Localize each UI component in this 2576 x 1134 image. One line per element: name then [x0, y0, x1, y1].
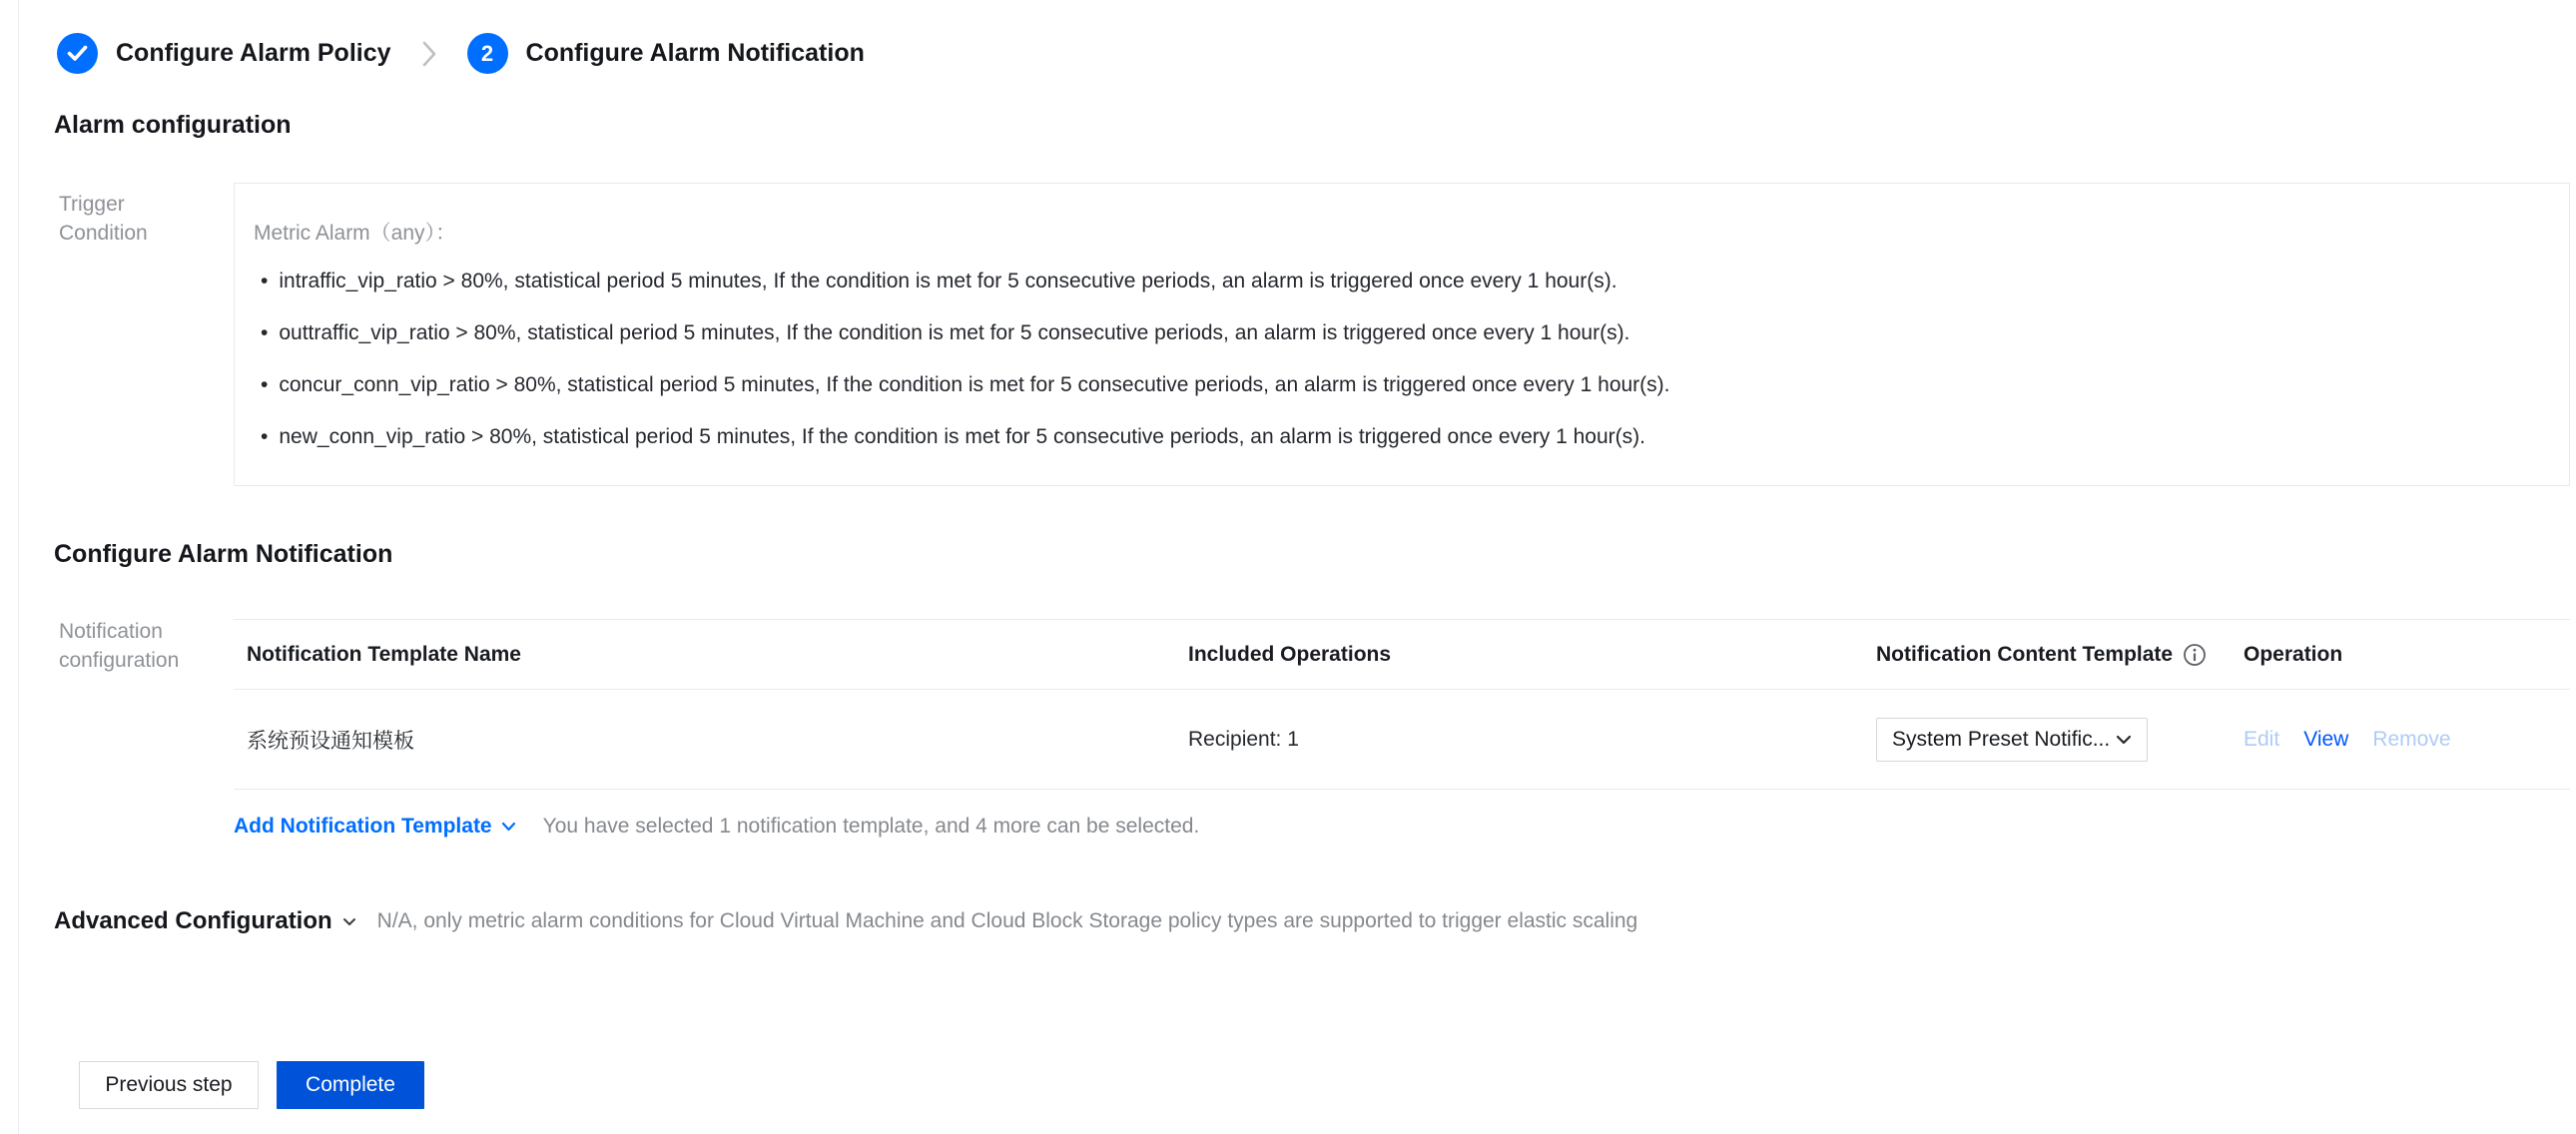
notification-configuration-label: [59, 617, 179, 675]
condition-text: concur_conn_vip_ratio > 80%, statistical period 5 minutes, If the condition is met for 5 consecutive periods, an alarm is triggered once every 1 hour(s).: [279, 373, 1670, 396]
advanced-configuration-hint: N/A, only metric alarm conditions for Cloud Virtual Machine and Cloud Block Storage policy types are supported to trigger elastic scaling: [376, 909, 1638, 932]
complete-button[interactable]: Complete: [277, 1061, 424, 1109]
notification-template-row: [234, 690, 2570, 790]
step-1-configure-alarm-policy[interactable]: [57, 33, 391, 74]
header-content-template-text: Notification Content Template: [1876, 642, 2174, 666]
step-2-label: Configure Alarm Notification: [525, 39, 865, 67]
cell-template-name: 系统预设通知模板: [247, 729, 414, 753]
trigger-condition-box: [234, 183, 2570, 486]
advanced-configuration-row: [54, 907, 1637, 935]
bullet-dot: •: [261, 321, 269, 344]
header-content-template: [1876, 620, 2207, 689]
row-actions: [2244, 728, 2451, 752]
info-icon[interactable]: [2183, 643, 2207, 667]
wizard-footer: [79, 1061, 424, 1109]
step-separator: [421, 40, 437, 68]
advanced-configuration-title: Advanced Configuration: [54, 907, 332, 934]
chevron-right-icon: [421, 40, 437, 68]
bullet-dot: •: [261, 425, 269, 448]
step-indicator: [57, 33, 865, 74]
metric-alarm-header: Metric Alarm（any）：: [254, 222, 457, 245]
header-included-operations: Included Operations: [1188, 642, 1392, 666]
notification-label-line2: configuration: [59, 649, 180, 672]
condition-list: [261, 269, 1670, 476]
condition-item: [261, 320, 1670, 372]
step-1-completed-circle: [57, 33, 98, 74]
header-operation: Operation: [2244, 642, 2343, 666]
header-template-name: Notification Template Name: [247, 642, 521, 666]
bullet-dot: •: [261, 270, 269, 292]
content-template-selected-value: System Preset Notific...: [1892, 727, 2111, 751]
step-2-number-circle: [467, 33, 508, 74]
condition-text: outtraffic_vip_ratio > 80%, statistical period 5 minutes, If the condition is met for 5 consecutive periods, an alarm is triggered once every 1 hour(s).: [279, 321, 1630, 344]
edit-link[interactable]: Edit: [2244, 727, 2280, 751]
previous-step-button[interactable]: Previous step: [79, 1061, 259, 1109]
add-notification-template-button[interactable]: [234, 815, 516, 839]
configure-alarm-notification-heading: Configure Alarm Notification: [54, 540, 393, 568]
trigger-label-line1: Trigger: [59, 193, 125, 216]
check-icon: [67, 45, 88, 62]
cell-content-template: [1876, 690, 2148, 789]
advanced-configuration-toggle[interactable]: [54, 907, 356, 935]
view-link[interactable]: View: [2303, 727, 2349, 751]
condition-item: [261, 424, 1670, 476]
notification-label-line1: Notification: [59, 620, 163, 643]
table-header-row: [234, 619, 2570, 690]
add-template-row: [234, 815, 1199, 839]
notification-template-table: [234, 619, 2570, 790]
cell-operation: [2244, 690, 2451, 789]
trigger-condition-label: [59, 190, 148, 248]
alarm-configuration-heading: Alarm configuration: [54, 111, 292, 139]
remove-link[interactable]: Remove: [2372, 727, 2451, 751]
chevron-down-icon: [501, 822, 516, 832]
content-template-select[interactable]: [1876, 718, 2148, 762]
step-2-configure-alarm-notification[interactable]: [467, 33, 865, 74]
condition-item: [261, 269, 1670, 320]
condition-text: new_conn_vip_ratio > 80%, statistical period 5 minutes, If the condition is met for 5 consecutive periods, an alarm is triggered once every 1 hour(s).: [279, 425, 1645, 448]
chevron-down-icon: [342, 917, 356, 926]
cell-included-operations: Recipient: 1: [1188, 727, 1299, 751]
add-notification-template-label: Add Notification Template: [234, 815, 492, 838]
step-1-label: Configure Alarm Policy: [116, 39, 391, 67]
content-left-border: [18, 0, 19, 1134]
step-2-number: 2: [480, 40, 494, 66]
bullet-dot: •: [261, 373, 269, 396]
condition-item: [261, 372, 1670, 424]
chevron-down-icon: [2116, 735, 2132, 745]
condition-text: intraffic_vip_ratio > 80%, statistical period 5 minutes, If the condition is met for 5 consecutive periods, an alarm is triggered once every 1 hour(s).: [279, 270, 1617, 292]
add-template-hint: You have selected 1 notification template, and 4 more can be selected.: [542, 815, 1200, 838]
trigger-label-line2: Condition: [59, 222, 148, 245]
